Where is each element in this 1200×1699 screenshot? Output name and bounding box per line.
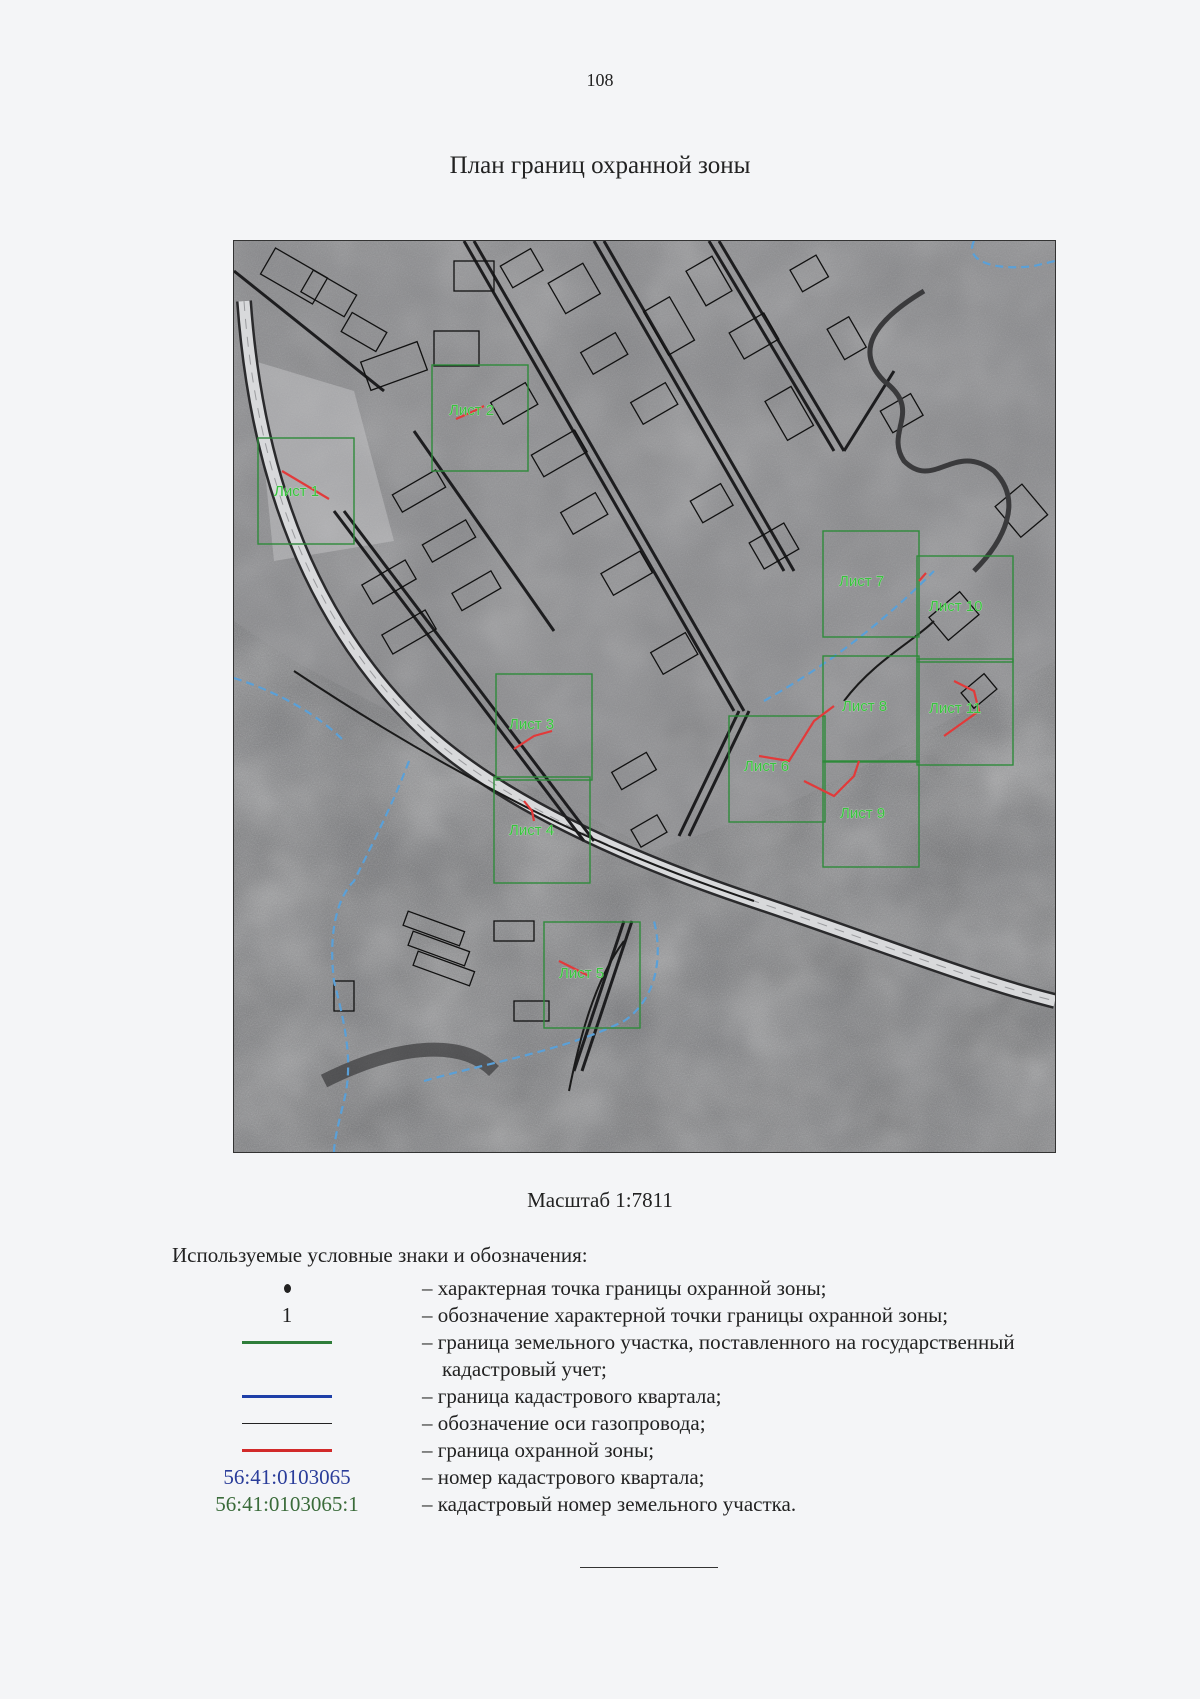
gas-axis-line-icon	[242, 1423, 332, 1425]
sheet-label: Лист 11	[929, 700, 982, 717]
sheet-label: Лист 7	[839, 573, 885, 590]
legend-item: – граница земельного участка, поставленного на государственный	[172, 1329, 1132, 1356]
legend-item: – обозначение оси газопровода;	[172, 1410, 1132, 1437]
cadastral-map	[233, 240, 1056, 1153]
protection-zone-line-icon	[242, 1449, 332, 1452]
sheet-label: Лист 3	[509, 716, 555, 733]
legend-item: кадастровый учет;	[442, 1357, 607, 1381]
legend-symbol-text: 56:41:0103065	[223, 1465, 351, 1489]
sheet-label: Лист 9	[840, 805, 886, 822]
legend-symbol-text: 56:41:0103065:1	[215, 1492, 359, 1516]
legend-symbol-text: 1	[281, 1303, 293, 1327]
legend-item: – характерная точка границы охранной зоны;	[172, 1275, 1132, 1302]
map-scale: Масштаб 1:7811	[527, 1188, 673, 1212]
legend-item: – граница охранной зоны;	[172, 1437, 1132, 1464]
page-number: 108	[586, 70, 614, 90]
parcel-boundary-line-icon	[242, 1341, 332, 1344]
sheet-label: Лист 4	[509, 822, 555, 839]
legend-title: Используемые условные знаки и обозначения:	[172, 1243, 588, 1267]
footer-rule	[580, 1567, 718, 1568]
legend	[172, 1275, 1132, 1518]
legend-item: 56:41:0103065 – номер кадастрового квартала;	[172, 1464, 1132, 1491]
map-canvas	[234, 241, 1055, 1152]
sheet-label: Лист 6	[744, 758, 790, 775]
sheet-label: Лист 5	[559, 965, 605, 982]
legend-item: 56:41:0103065:1 – кадастровый номер земельного участка.	[172, 1491, 1132, 1518]
sheet-label: Лист 8	[842, 698, 888, 715]
sheet-label: Лист 2	[449, 402, 495, 419]
legend-item: – граница кадастрового квартала;	[172, 1383, 1132, 1410]
sheet-label: Лист 1	[274, 483, 320, 500]
page-title: План границ охранной зоны	[449, 152, 751, 179]
quarter-boundary-line-icon	[242, 1395, 332, 1398]
legend-item: 1 – обозначение характерной точки границы охранной зоны;	[172, 1302, 1132, 1329]
sheet-label: Лист 10	[929, 598, 983, 615]
boundary-point-icon	[284, 1284, 291, 1293]
